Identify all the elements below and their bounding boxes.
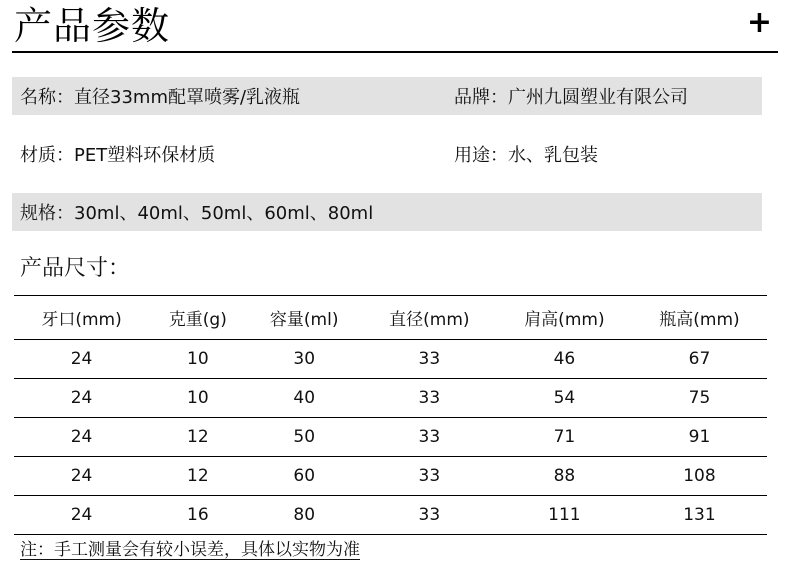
col-header-capacity: 容量(ml) bbox=[247, 296, 362, 340]
table-cell: 33 bbox=[362, 418, 497, 457]
table-cell: 12 bbox=[149, 418, 247, 457]
table-cell: 75 bbox=[632, 379, 767, 418]
table-cell: 12 bbox=[149, 457, 247, 496]
table-cell: 30 bbox=[247, 340, 362, 379]
title-divider bbox=[12, 51, 778, 53]
table-row bbox=[14, 418, 767, 457]
table-row bbox=[14, 379, 767, 418]
table-cell: 60 bbox=[247, 457, 362, 496]
table-cell: 24 bbox=[14, 496, 149, 535]
table-cell: 24 bbox=[14, 340, 149, 379]
table-cell: 33 bbox=[362, 457, 497, 496]
table-cell: 33 bbox=[362, 340, 497, 379]
table-cell: 24 bbox=[14, 379, 149, 418]
measurement-note: 注：手工测量会有较小误差，具体以实物为准 bbox=[20, 540, 360, 560]
col-header-diameter: 直径(mm) bbox=[362, 296, 497, 340]
info-row-name-brand bbox=[12, 77, 762, 115]
table-cell: 50 bbox=[247, 418, 362, 457]
table-cell: 67 bbox=[632, 340, 767, 379]
col-header-bottle-height: 瓶高(mm) bbox=[632, 296, 767, 340]
table-cell: 54 bbox=[497, 379, 632, 418]
table-cell: 71 bbox=[497, 418, 632, 457]
info-row-material-usage bbox=[12, 135, 762, 173]
table-cell: 24 bbox=[14, 418, 149, 457]
table-row bbox=[14, 340, 767, 379]
info-row-spec bbox=[12, 193, 762, 231]
table-cell: 80 bbox=[247, 496, 362, 535]
dimensions-table bbox=[14, 295, 767, 535]
expand-plus-icon[interactable]: + bbox=[746, 5, 772, 40]
table-cell: 108 bbox=[632, 457, 767, 496]
table-cell: 10 bbox=[149, 379, 247, 418]
page-title: 产品参数 bbox=[14, 4, 171, 48]
product-spec: 规格：30ml、40ml、50ml、60ml、80ml bbox=[20, 203, 374, 224]
table-cell: 33 bbox=[362, 496, 497, 535]
product-name: 名称：直径33mm配罩喷雾/乳液瓶 bbox=[20, 87, 301, 108]
table-cell: 33 bbox=[362, 379, 497, 418]
table-cell: 24 bbox=[14, 457, 149, 496]
section-title-dimensions: 产品尺寸： bbox=[20, 256, 131, 281]
product-material: 材质：PET塑料环保材质 bbox=[20, 145, 216, 166]
table-cell: 88 bbox=[497, 457, 632, 496]
product-brand: 品牌：广州九圆塑业有限公司 bbox=[454, 87, 688, 108]
table-row bbox=[14, 457, 767, 496]
table-cell: 46 bbox=[497, 340, 632, 379]
col-header-neck: 牙口(mm) bbox=[14, 296, 149, 340]
col-header-shoulder-height: 肩高(mm) bbox=[497, 296, 632, 340]
table-cell: 131 bbox=[632, 496, 767, 535]
table-header-row bbox=[14, 296, 767, 340]
table-cell: 16 bbox=[149, 496, 247, 535]
table-cell: 111 bbox=[497, 496, 632, 535]
table-cell: 10 bbox=[149, 340, 247, 379]
product-usage: 用途：水、乳包装 bbox=[454, 145, 598, 166]
table-cell: 40 bbox=[247, 379, 362, 418]
table-cell: 91 bbox=[632, 418, 767, 457]
table-row bbox=[14, 496, 767, 535]
col-header-weight: 克重(g) bbox=[149, 296, 247, 340]
